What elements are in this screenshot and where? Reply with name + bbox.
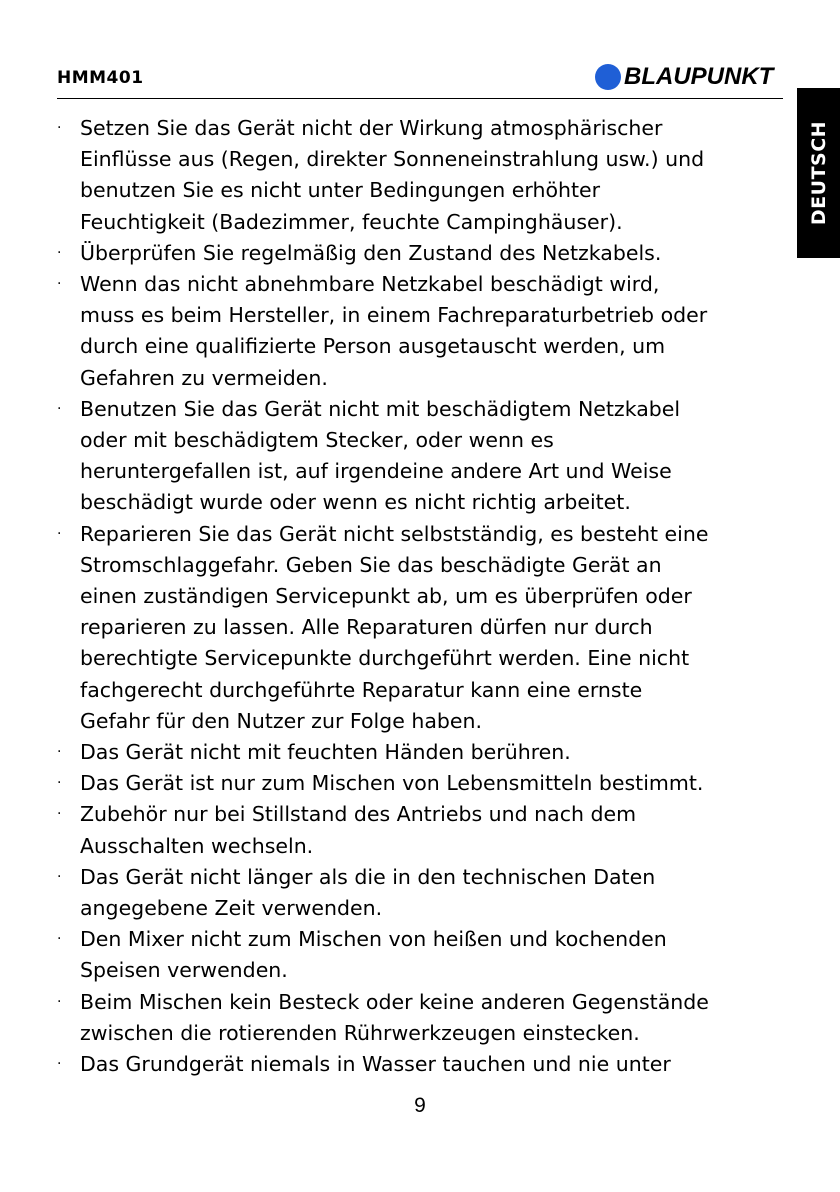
list-item-line: Reparieren Sie das Gerät nicht selbstständig, es besteht eine	[80, 521, 709, 546]
list-item-line: beschädigt wurde oder wenn es nicht richtig arbeitet.	[80, 490, 631, 515]
list-item	[57, 1049, 792, 1080]
list-item-line: angegebene Zeit verwenden.	[80, 896, 383, 921]
list-item-line: Feuchtigkeit (Badezimmer, feuchte Campinghäuser).	[80, 209, 623, 234]
brand-name: BLAUPUNKT	[624, 63, 774, 90]
list-item	[57, 924, 792, 986]
bullet-icon: ·	[57, 1056, 62, 1073]
list-item-line: Wenn das nicht abnehmbare Netzkabel beschädigt wird,	[80, 272, 660, 297]
bullet-icon: ·	[57, 868, 62, 885]
list-item	[57, 269, 792, 394]
list-item	[57, 768, 792, 799]
list-item	[57, 238, 792, 269]
language-tab	[797, 88, 840, 258]
list-item-line: Speisen verwenden.	[80, 958, 288, 983]
list-item-line: Setzen Sie das Gerät nicht der Wirkung atmosphärischer	[80, 116, 663, 140]
list-item-line: Das Gerät nicht mit feuchten Händen berühren.	[80, 740, 571, 765]
list-item-line: zwischen die rotierenden Rührwerkzeugen einstecken.	[80, 1020, 640, 1045]
page-number: 9	[414, 1094, 426, 1117]
list-item	[57, 987, 792, 1049]
list-item-line: Das Gerät ist nur zum Mischen von Lebensmitteln bestimmt.	[80, 771, 704, 796]
list-item-line: oder mit beschädigtem Stecker, oder wenn es	[80, 428, 554, 453]
safety-instructions-list	[57, 113, 792, 1080]
list-item	[57, 394, 792, 519]
language-tab-label: DEUTSCH	[807, 120, 830, 226]
list-item-line: Das Gerät nicht länger als die in den technischen Daten	[80, 864, 656, 889]
list-item-line: benutzen Sie es nicht unter Bedingungen erhöhter	[80, 178, 601, 203]
list-item-line: Das Grundgerät niemals in Wasser tauchen und nie unter	[80, 1052, 671, 1077]
brand-logo	[595, 62, 773, 92]
bullet-icon: ·	[57, 931, 62, 948]
list-item-line: reparieren zu lassen. Alle Reparaturen dürfen nur durch	[80, 615, 653, 640]
list-item-line: Benutzen Sie das Gerät nicht mit beschädigtem Netzkabel	[80, 396, 681, 421]
list-item-line: Gefahr für den Nutzer zur Folge haben.	[80, 708, 483, 733]
bullet-icon: ·	[57, 120, 62, 136]
list-item-line: Beim Mischen kein Besteck oder keine anderen Gegenstände	[80, 989, 709, 1014]
list-item-line: Überprüfen Sie regelmäßig den Zustand des Netzkabels.	[80, 240, 662, 265]
list-item-line: muss es beim Hersteller, in einem Fachreparaturbetrieb oder	[80, 303, 708, 328]
list-item	[57, 862, 792, 924]
list-item-line: Den Mixer nicht zum Mischen von heißen und kochenden	[80, 927, 667, 952]
bullet-icon: ·	[57, 525, 62, 542]
bullet-icon: ·	[57, 400, 62, 417]
list-item-line: Einflüsse aus (Regen, direkter Sonneneinstrahlung usw.) und	[80, 147, 705, 172]
list-item-line: heruntergefallen ist, auf irgendeine andere Art und Weise	[80, 459, 672, 484]
model-number: HMM401	[57, 68, 144, 88]
list-item-line: Ausschalten wechseln.	[80, 833, 314, 858]
brand-dot-icon	[595, 64, 621, 90]
bullet-icon: ·	[57, 993, 62, 1010]
list-item	[57, 519, 792, 737]
list-item-line: Zubehör nur bei Stillstand des Antriebs und nach dem	[80, 802, 637, 827]
list-item-line: Gefahren zu vermeiden.	[80, 365, 328, 390]
bullet-icon: ·	[57, 244, 62, 261]
bullet-icon: ·	[57, 775, 62, 792]
bullet-icon: ·	[57, 276, 62, 293]
list-item-line: einen zuständigen Servicepunkt ab, um es überprüfen oder	[80, 584, 692, 609]
list-item-line: fachgerecht durchgeführte Reparatur kann eine ernste	[80, 677, 643, 702]
list-item-line: durch eine qualifizierte Person ausgetauscht werden, um	[80, 334, 666, 359]
list-item	[57, 113, 792, 238]
list-item-line: berechtigte Servicepunkte durchgeführt werden. Eine nicht	[80, 646, 690, 671]
header-divider	[57, 98, 783, 99]
list-item	[57, 737, 792, 768]
list-item	[57, 799, 792, 861]
bullet-icon: ·	[57, 806, 62, 823]
bullet-icon: ·	[57, 744, 62, 761]
list-item-line: Stromschlaggefahr. Geben Sie das beschädigte Gerät an	[80, 552, 662, 577]
